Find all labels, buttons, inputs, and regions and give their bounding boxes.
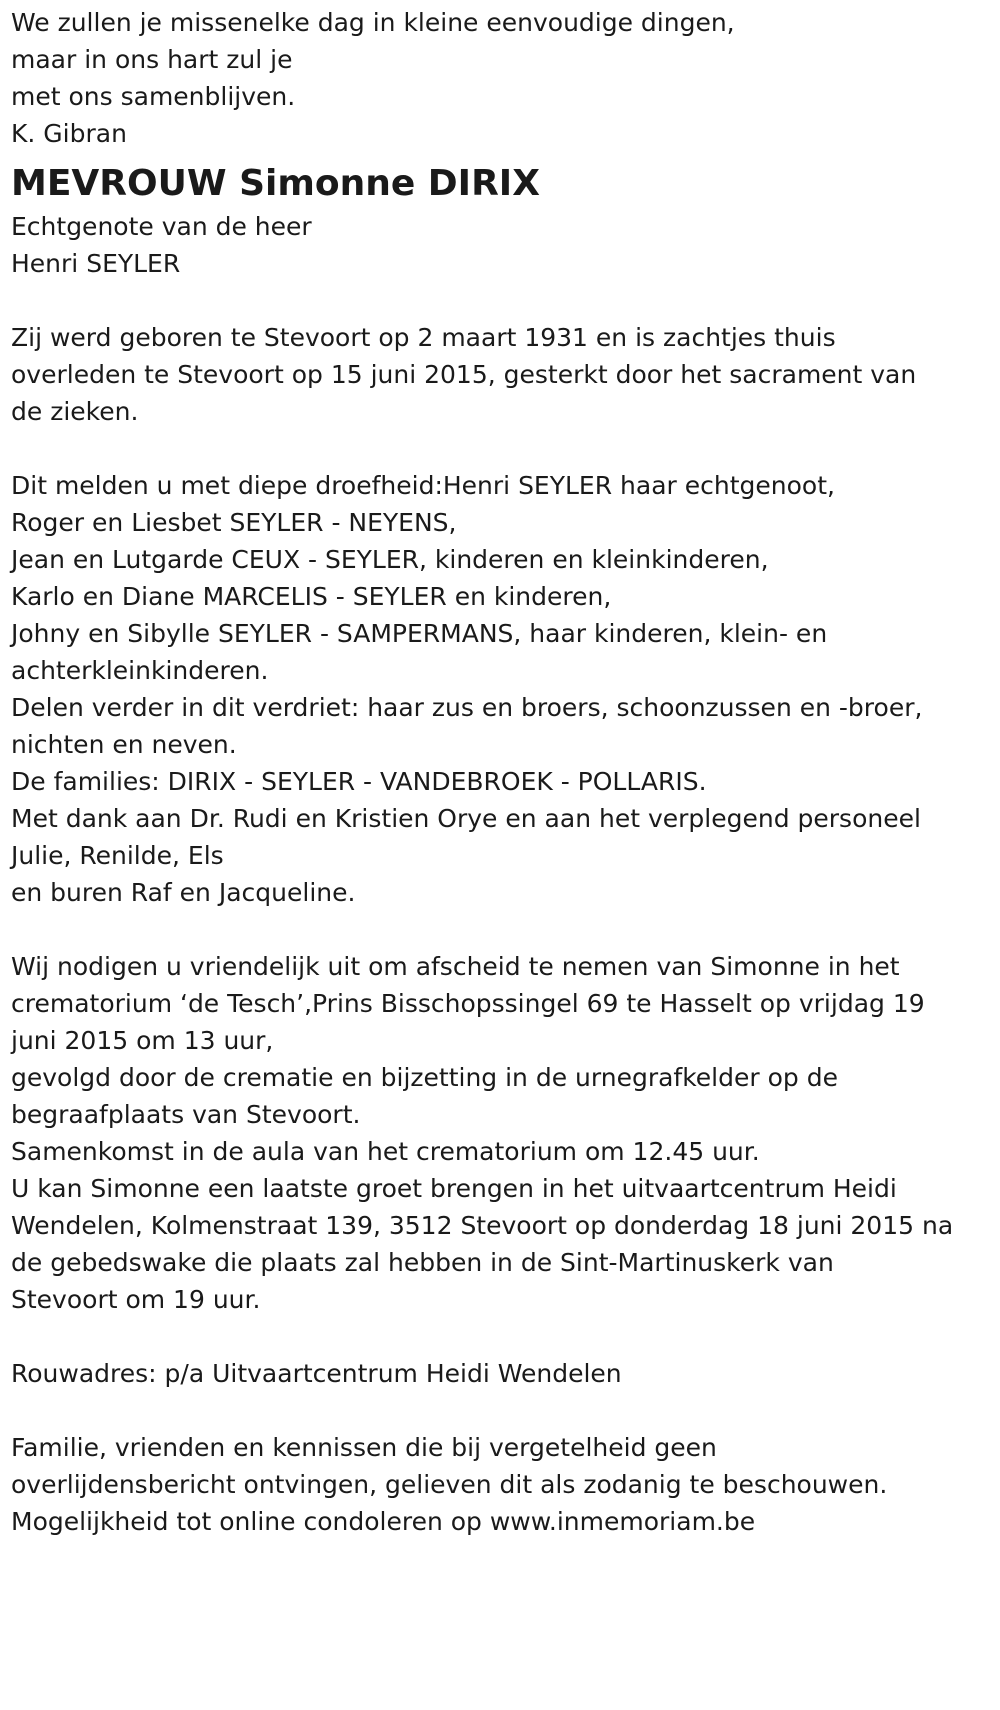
- closing-line: overlijdensbericht ontvingen, gelieven dit als zodanig te beschouwen.: [11, 1470, 888, 1499]
- quote-line: We zullen je missenelke dag in kleine eenvoudige dingen,: [11, 8, 735, 37]
- ceremony-line: begraafplaats van Stevoort.: [11, 1100, 361, 1129]
- spouse-line: Echtgenote van de heer: [11, 212, 312, 241]
- quote-author: K. Gibran: [11, 119, 127, 148]
- paragraph-gap: [11, 911, 996, 948]
- family-line: Roger en Liesbet SEYLER - NEYENS,: [11, 508, 457, 537]
- ceremony-line: Stevoort om 19 uur.: [11, 1285, 261, 1314]
- deceased-name: MEVROUW Simonne DIRIX: [11, 163, 540, 204]
- ceremony-line: crematorium ‘de Tesch’,Prins Bisschopssingel 69 te Hasselt op vrijdag 19: [11, 989, 925, 1018]
- ceremony-line: Wendelen, Kolmenstraat 139, 3512 Stevoort op donderdag 18 juni 2015 na: [11, 1211, 954, 1240]
- family-line: achterkleinkinderen.: [11, 656, 269, 685]
- ceremony-line: U kan Simonne een laatste groet brengen in het uitvaartcentrum Heidi: [11, 1174, 897, 1203]
- birth-death-line: overleden te Stevoort op 15 juni 2015, gesterkt door het sacrament van: [11, 360, 917, 389]
- paragraph-gap: [11, 430, 996, 467]
- family-line: nichten en neven.: [11, 730, 237, 759]
- family-line: Johny en Sibylle SEYLER - SAMPERMANS, haar kinderen, klein- en: [11, 619, 828, 648]
- family-line: Met dank aan Dr. Rudi en Kristien Orye en aan het verplegend personeel: [11, 804, 921, 833]
- spouse-name: Henri SEYLER: [11, 249, 181, 278]
- ceremony-line: gevolgd door de crematie en bijzetting in de urnegrafkelder op de: [11, 1063, 838, 1092]
- closing-paragraph: [11, 1429, 996, 1540]
- birth-death-paragraph: [11, 319, 996, 430]
- ceremony-line: Samenkomst in de aula van het crematorium om 12.45 uur.: [11, 1137, 760, 1166]
- family-line: De families: DIRIX - SEYLER - VANDEBROEK - POLLARIS.: [11, 767, 707, 796]
- ceremony-line: de gebedswake die plaats zal hebben in de Sint-Martinuskerk van: [11, 1248, 834, 1277]
- family-paragraph: [11, 467, 996, 911]
- family-line: Jean en Lutgarde CEUX - SEYLER, kinderen en kleinkinderen,: [11, 545, 769, 574]
- quote-line: maar in ons hart zul je: [11, 45, 293, 74]
- quote-block: [11, 4, 996, 152]
- closing-line: Mogelijkheid tot online condoleren op www.inmemoriam.be: [11, 1507, 756, 1536]
- family-line: Dit melden u met diepe droefheid:Henri SEYLER haar echtgenoot,: [11, 471, 835, 500]
- obituary-document: [11, 4, 996, 1540]
- birth-death-line: de zieken.: [11, 397, 139, 426]
- paragraph-gap: [11, 1392, 996, 1429]
- quote-line: met ons samenblijven.: [11, 82, 296, 111]
- ceremony-line: juni 2015 om 13 uur,: [11, 1026, 274, 1055]
- ceremony-paragraph: [11, 948, 996, 1318]
- spouse-block: [11, 208, 996, 282]
- closing-line: Familie, vrienden en kennissen die bij vergetelheid geen: [11, 1433, 717, 1462]
- family-line: en buren Raf en Jacqueline.: [11, 878, 356, 907]
- birth-death-line: Zij werd geboren te Stevoort op 2 maart 1931 en is zachtjes thuis: [11, 323, 836, 352]
- ceremony-line: Wij nodigen u vriendelijk uit om afscheid te nemen van Simonne in het: [11, 952, 900, 981]
- family-line: Delen verder in dit verdriet: haar zus en broers, schoonzussen en -broer,: [11, 693, 923, 722]
- family-line: Julie, Renilde, Els: [11, 841, 224, 870]
- paragraph-gap: [11, 282, 996, 319]
- family-line: Karlo en Diane MARCELIS - SEYLER en kinderen,: [11, 582, 612, 611]
- mourning-address: Rouwadres: p/a Uitvaartcentrum Heidi Wendelen: [11, 1359, 622, 1388]
- paragraph-gap: [11, 1318, 996, 1355]
